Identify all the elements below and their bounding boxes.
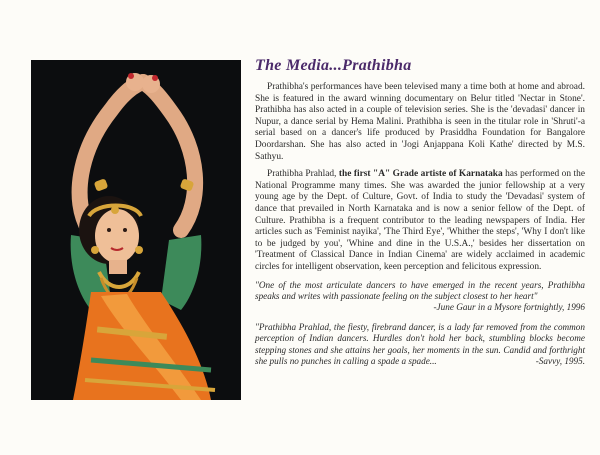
paragraph-grade-body: has performed on the National Programme many times. She was awarded the junior fellowship at a very young age by the Dept. of Culture, Govt. of India to study the 'Devadasi' system of dance that prevailed in North Karnataka and is now a senior fellow of the Dept. of Culture. Prathibha is a frequent contributor to the leading newspapers of India. Her articles such as 'Feminist nayika', 'The Third Eye', 'Whither the steps', 'Why I don't like to be judged by you', 'Whine and dine in the U.S.A.,' besides her dissertation on 'Treatment of Classical Dance in Indian Cinema' are widely acclaimed in academic circles for intelligent observation, keen perception and felicitous expression. (255, 169, 585, 272)
first-a-grade-highlight: the first "A" Grade artiste of Karnataka (338, 169, 503, 180)
page-heading: The Media...Prathibha (255, 57, 412, 74)
paragraph-media: Prathibha's performances have been televised many a time both at home and abroad. She is featured in the award winning documentary on Belur titled 'Nectar in Stone'. Prathibha has also acted in a couple of television series. She is the 'devadasi' dancer in Nupur, a dance serial by Hema Malini. Prathibha is seen in the titular role in 'Shruti'-a serial based on a dancer's life produced by Prasiddha Foundation for Bangalore Doordarshan. She has also acted in 'Jogi Anjappana Koli Kathe' directed by M.S. Sathyu. (255, 82, 585, 162)
paragraph-grade-prefix: Prathibha Prahlad, (267, 169, 339, 180)
quote-savvy-attribution: -Savvy, 1995. (535, 355, 585, 366)
quote-savvy-text: "Prathibha Prahlad, the fiesty, firebrand dancer, is a lady far removed from the common perception of Indian dancers. Hurdles don't hold her back, stumbling blocks become stepping stones and she attains her goals, her moments in the sun. Candid and forthright she pulls no punches in calling a spade a spade... (255, 321, 585, 366)
paragraph-grade-artiste (255, 169, 585, 273)
dancer-illustration (31, 60, 241, 400)
quote-june-gaur: "One of the most articulate dancers to have emerged in the recent years, Prathibha speaks and writes with passionate feeling on the subject closest to her heart" (255, 279, 585, 301)
dancer-photo (31, 60, 241, 400)
quote-june-gaur-attribution: -June Gaur in a Mysore fortnightly, 1996 (433, 302, 585, 313)
text-column (255, 56, 585, 367)
quote-savvy (255, 322, 585, 368)
